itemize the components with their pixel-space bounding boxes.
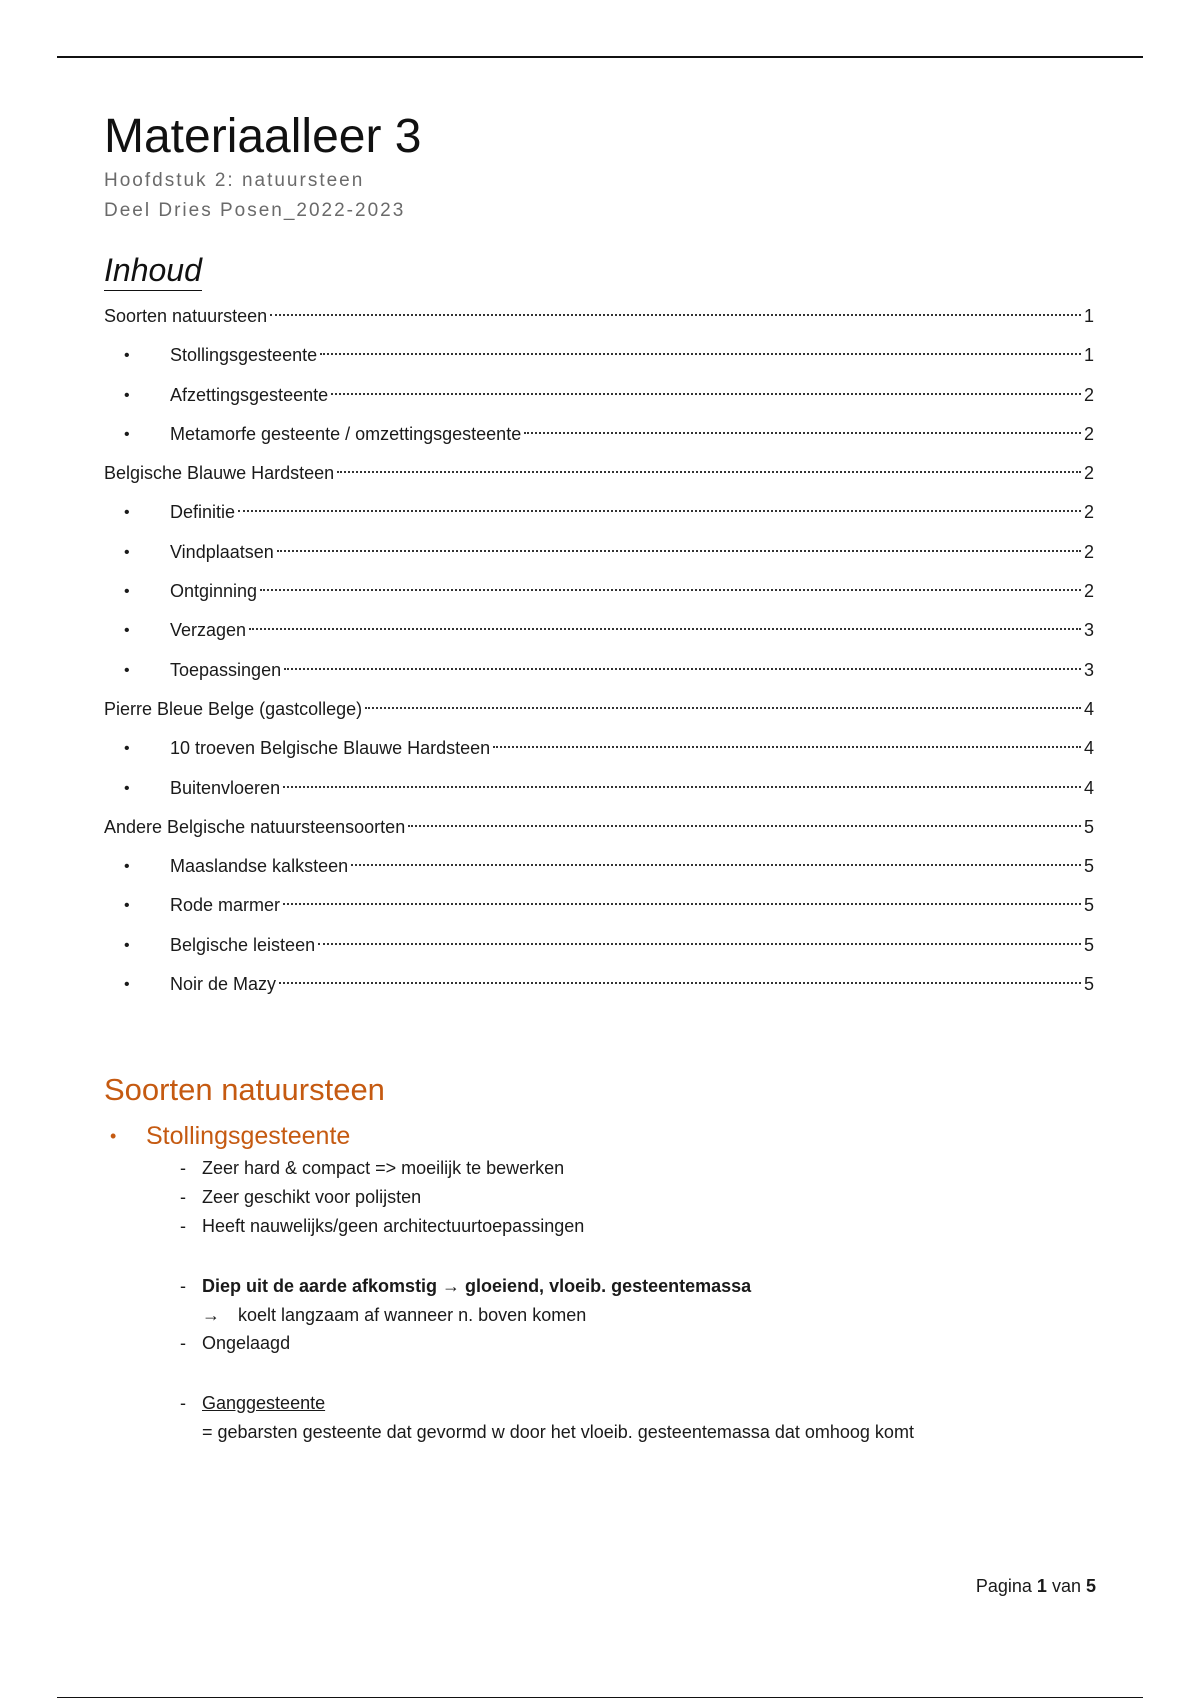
bullet-icon: • [124, 661, 130, 679]
document-title: Materiaalleer 3 [104, 110, 422, 163]
arrow-icon: → [202, 1305, 220, 1326]
page-number: Pagina 1 van 5 [975, 1576, 1096, 1596]
toc-entry[interactable]: Pierre Bleue Belge (gastcollege) 4 [104, 698, 1094, 719]
bullet-icon: • [110, 1126, 117, 1147]
toc-heading: Inhoud [104, 250, 202, 291]
top-rule [57, 56, 1143, 58]
bullet-icon: • [124, 936, 130, 954]
subsection-label: Stollingsgesteente [146, 1122, 351, 1151]
bullet-icon: • [124, 583, 130, 601]
section-heading: Soorten natuursteen [104, 1072, 385, 1108]
bullet-icon: • [124, 897, 130, 915]
toc-entry[interactable]: • Ontginning 2 [104, 572, 1094, 611]
toc-entry[interactable]: • Verzagen 3 [104, 611, 1094, 650]
list-subitem: → koelt langzaam af wanneer n. boven komen [180, 1301, 1094, 1329]
subsection-heading [104, 1118, 1094, 1154]
list-subitem: = gebarsten gesteente dat gevormd w door het vloeib. gesteentemassa dat omhoog komt [202, 1422, 914, 1443]
bullet-icon: • [124, 543, 130, 561]
list-item: - Zeer geschikt voor polijsten [180, 1187, 422, 1208]
bullet-icon: • [124, 740, 130, 758]
bullet-icon: • [124, 779, 130, 797]
bullet-icon: • [124, 425, 130, 443]
bullet-icon: • [124, 622, 130, 640]
toc-entry[interactable]: • Belgische leisteen 5 [104, 926, 1094, 965]
bullet-icon: • [124, 858, 130, 876]
bullet-icon: • [124, 976, 130, 994]
bullet-icon: • [124, 347, 130, 365]
toc-entry[interactable]: • Afzettingsgesteente 2 [104, 376, 1094, 415]
toc-entry[interactable]: • Maaslandse kalksteen 5 [104, 847, 1094, 886]
toc-entry[interactable]: • Definitie 2 [104, 493, 1094, 532]
toc-entry[interactable]: • Rode marmer 5 [104, 886, 1094, 925]
bullet-icon: • [124, 386, 130, 404]
list-item: - Ongelaagd [180, 1333, 291, 1354]
toc-entry[interactable]: • Noir de Mazy 5 [104, 965, 1094, 1004]
list-item: - Heeft nauwelijks/geen architectuurtoepassingen [180, 1216, 585, 1237]
toc-entry[interactable]: • Vindplaatsen 2 [104, 533, 1094, 572]
bullet-list [180, 1154, 1094, 1446]
list-item: - Ganggesteente [180, 1393, 326, 1414]
bullet-icon: • [124, 504, 130, 522]
toc-entry[interactable]: • Stollingsgesteente 1 [104, 336, 1094, 375]
table-of-contents [104, 297, 1094, 1004]
toc-entry[interactable]: • Toepassingen 3 [104, 651, 1094, 690]
list-item: - Diep uit de aarde afkomstig → gloeiend, vloeib. gesteentemassa [180, 1276, 752, 1297]
toc-entry[interactable]: • 10 troeven Belgische Blauwe Hardsteen 4 [104, 729, 1094, 768]
toc-entry[interactable]: • Metamorfe gesteente / omzettingsgesteente 2 [104, 415, 1094, 454]
toc-entry[interactable]: • Buitenvloeren 4 [104, 769, 1094, 808]
subtitle-chapter: Hoofdstuk 2: natuursteen [104, 170, 365, 191]
toc-entry[interactable]: Belgische Blauwe Hardsteen 2 [104, 463, 1094, 484]
toc-entry[interactable]: Soorten natuursteen 1 [104, 306, 1094, 326]
subtitle-author: Deel Dries Posen_2022-2023 [104, 200, 406, 221]
toc-entry[interactable]: Andere Belgische natuursteensoorten 5 [104, 816, 1094, 837]
bottom-rule [57, 1697, 1143, 1698]
page-content [104, 108, 1094, 1446]
list-item: - Zeer hard & compact => moeilijk te bewerken [180, 1158, 565, 1179]
